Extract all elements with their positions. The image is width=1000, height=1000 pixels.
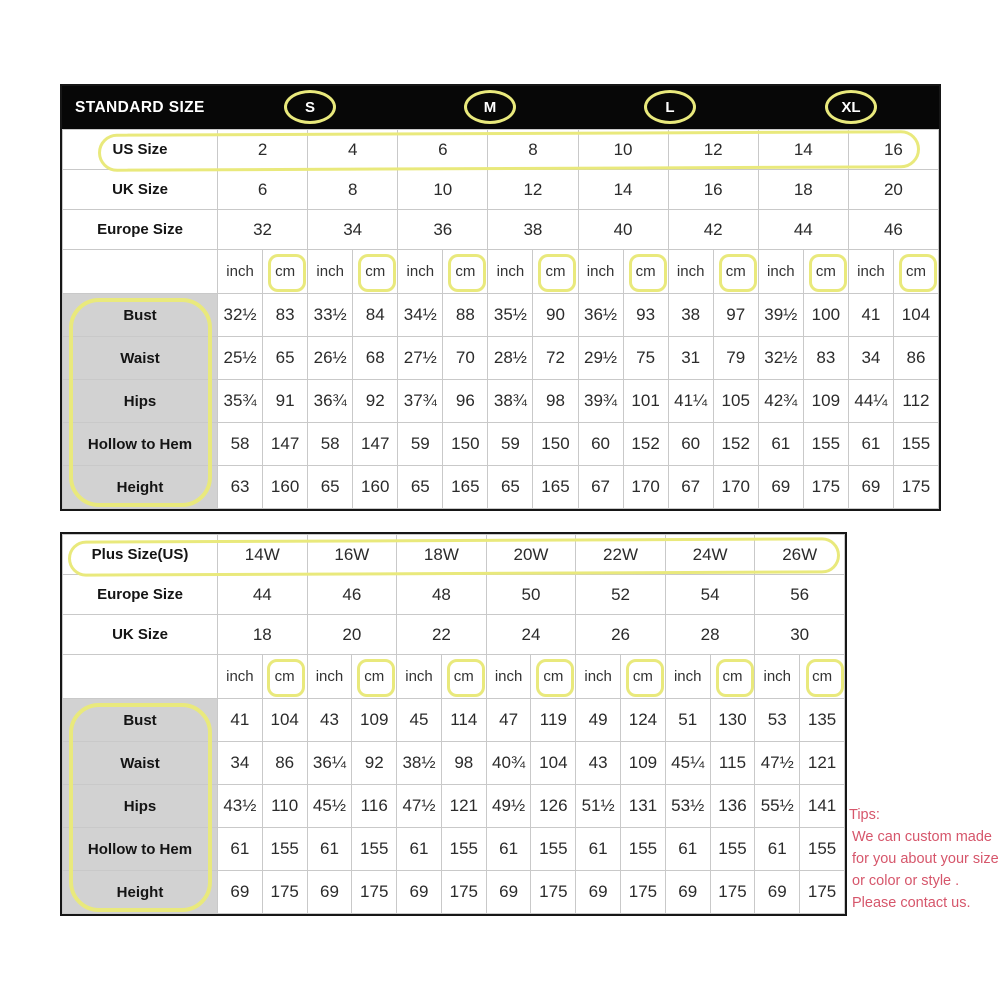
size-cell: 48 (397, 575, 487, 615)
measure-cell: 65 (263, 337, 308, 380)
cm-unit-cell: cm (800, 655, 845, 699)
inch-unit-cell: inch (755, 655, 800, 699)
measure-cell: 47 (486, 699, 531, 742)
size-row (63, 615, 845, 655)
measure-cell: 58 (308, 423, 353, 466)
measure-row (63, 337, 939, 380)
size-cell: 46 (848, 210, 938, 250)
measure-cell: 175 (441, 871, 486, 914)
measure-cell: 69 (758, 466, 803, 509)
measure-cell: 155 (621, 828, 666, 871)
measure-cell: 119 (531, 699, 576, 742)
row-label: Height (63, 466, 218, 509)
measure-cell: 28½ (488, 337, 533, 380)
custom-tips-note (849, 804, 999, 914)
size-cell: 2 (218, 130, 308, 170)
measure-cell: 98 (441, 742, 486, 785)
measure-cell: 65 (488, 466, 533, 509)
size-cell: 32 (218, 210, 308, 250)
tips-line: for you about your size (852, 851, 999, 867)
measure-cell: 175 (262, 871, 307, 914)
measure-cell: 109 (352, 699, 397, 742)
measure-cell: 91 (263, 380, 308, 423)
measure-cell: 41 (848, 294, 893, 337)
measure-cell: 61 (665, 828, 710, 871)
cm-unit-cell: cm (443, 250, 488, 294)
size-cell: 50 (486, 575, 576, 615)
measure-cell: 92 (353, 380, 398, 423)
row-label: Bust (63, 699, 218, 742)
size-badge-xl: XL (825, 90, 877, 124)
measure-cell: 42¾ (758, 380, 803, 423)
measure-cell: 155 (352, 828, 397, 871)
measure-cell: 34 (848, 337, 893, 380)
plus-size-grid (62, 534, 845, 914)
size-cell: 10 (578, 130, 668, 170)
measure-cell: 79 (713, 337, 758, 380)
standard-size-header (62, 86, 939, 129)
size-cell: 16W (307, 535, 397, 575)
measure-cell: 90 (533, 294, 578, 337)
measure-cell: 58 (218, 423, 263, 466)
measure-cell: 67 (668, 466, 713, 509)
size-badge-s: S (284, 90, 336, 124)
measure-cell: 175 (803, 466, 848, 509)
measure-cell: 47½ (755, 742, 800, 785)
measure-cell: 165 (533, 466, 578, 509)
measure-cell: 101 (623, 380, 668, 423)
measure-cell: 155 (441, 828, 486, 871)
measure-cell: 175 (531, 871, 576, 914)
tips-line: or color or style . (852, 873, 960, 889)
size-cell: 18W (397, 535, 487, 575)
measure-cell: 45½ (307, 785, 352, 828)
size-cell: 40 (578, 210, 668, 250)
size-cell: 14 (758, 130, 848, 170)
measure-cell: 86 (262, 742, 307, 785)
row-label: Plus Size(US) (63, 535, 218, 575)
measure-cell: 67 (578, 466, 623, 509)
measure-cell: 105 (713, 380, 758, 423)
size-cell: 10 (398, 170, 488, 210)
measure-cell: 69 (486, 871, 531, 914)
measure-cell: 31 (668, 337, 713, 380)
measure-row (63, 828, 845, 871)
measure-cell: 130 (710, 699, 755, 742)
measure-cell: 116 (352, 785, 397, 828)
measure-cell: 147 (263, 423, 308, 466)
measure-row (63, 466, 939, 509)
measure-cell: 40¾ (486, 742, 531, 785)
measure-cell: 84 (353, 294, 398, 337)
measure-cell: 59 (488, 423, 533, 466)
size-cell: 38 (488, 210, 578, 250)
measure-cell: 150 (443, 423, 488, 466)
tips-line: We can custom made (852, 829, 992, 845)
size-badge-m: M (464, 90, 516, 124)
measure-cell: 126 (531, 785, 576, 828)
row-label-empty (63, 250, 218, 294)
size-row (63, 130, 939, 170)
measure-cell: 109 (803, 380, 848, 423)
measure-cell: 61 (218, 828, 263, 871)
measure-cell: 175 (893, 466, 938, 509)
size-cell: 24 (486, 615, 576, 655)
measure-cell: 92 (352, 742, 397, 785)
measure-cell: 38½ (397, 742, 442, 785)
measure-cell: 70 (443, 337, 488, 380)
measure-cell: 38 (668, 294, 713, 337)
measure-cell: 38¾ (488, 380, 533, 423)
measure-cell: 72 (533, 337, 578, 380)
measure-cell: 61 (758, 423, 803, 466)
inch-unit-cell: inch (668, 250, 713, 294)
tips-line: Please contact us. (852, 895, 971, 911)
measure-row (63, 294, 939, 337)
size-cell: 56 (755, 575, 845, 615)
size-cell: 24W (665, 535, 755, 575)
measure-cell: 175 (352, 871, 397, 914)
measure-cell: 34 (218, 742, 263, 785)
measure-cell: 25½ (218, 337, 263, 380)
measure-cell: 152 (623, 423, 668, 466)
measure-cell: 61 (307, 828, 352, 871)
measure-cell: 175 (710, 871, 755, 914)
measure-cell: 100 (803, 294, 848, 337)
cm-unit-cell: cm (803, 250, 848, 294)
measure-cell: 152 (713, 423, 758, 466)
size-cell: 16 (668, 170, 758, 210)
measure-cell: 155 (531, 828, 576, 871)
measure-cell: 155 (893, 423, 938, 466)
measure-cell: 47½ (397, 785, 442, 828)
measure-cell: 96 (443, 380, 488, 423)
measure-cell: 65 (398, 466, 443, 509)
measure-cell: 110 (262, 785, 307, 828)
measure-cell: 45 (397, 699, 442, 742)
inch-unit-cell: inch (576, 655, 621, 699)
measure-cell: 69 (576, 871, 621, 914)
inch-unit-cell: inch (308, 250, 353, 294)
measure-cell: 32½ (218, 294, 263, 337)
measure-cell: 36½ (578, 294, 623, 337)
measure-cell: 36¼ (307, 742, 352, 785)
measure-cell: 175 (621, 871, 666, 914)
measure-cell: 61 (397, 828, 442, 871)
cm-unit-cell: cm (623, 250, 668, 294)
measure-cell: 39¾ (578, 380, 623, 423)
measure-cell: 27½ (398, 337, 443, 380)
measure-cell: 32½ (758, 337, 803, 380)
row-label: Waist (63, 337, 218, 380)
cm-unit-cell: cm (621, 655, 666, 699)
size-cell: 44 (218, 575, 308, 615)
size-cell: 28 (665, 615, 755, 655)
cm-unit-cell: cm (352, 655, 397, 699)
row-label: Hips (63, 380, 218, 423)
standard-size-table (60, 84, 941, 511)
measure-cell: 150 (533, 423, 578, 466)
size-cell: 44 (758, 210, 848, 250)
cm-unit-cell: cm (441, 655, 486, 699)
measure-cell: 83 (803, 337, 848, 380)
measure-cell: 69 (397, 871, 442, 914)
measure-cell: 51 (665, 699, 710, 742)
measure-cell: 61 (755, 828, 800, 871)
size-cell: 54 (665, 575, 755, 615)
measure-cell: 69 (218, 871, 263, 914)
standard-size-title: STANDARD SIZE (75, 98, 205, 116)
measure-cell: 115 (710, 742, 755, 785)
size-badge-l: L (644, 90, 696, 124)
measure-cell: 121 (800, 742, 845, 785)
measure-cell: 44¼ (848, 380, 893, 423)
measure-cell: 41 (218, 699, 263, 742)
size-cell: 20W (486, 535, 576, 575)
measure-cell: 45¼ (665, 742, 710, 785)
measure-cell: 104 (893, 294, 938, 337)
size-row (63, 575, 845, 615)
measure-cell: 155 (800, 828, 845, 871)
size-cell: 26 (576, 615, 666, 655)
measure-cell: 41¼ (668, 380, 713, 423)
size-cell: 12 (668, 130, 758, 170)
size-cell: 34 (308, 210, 398, 250)
measure-cell: 39½ (758, 294, 803, 337)
inch-unit-cell: inch (218, 250, 263, 294)
measure-cell: 69 (307, 871, 352, 914)
unit-row (63, 250, 939, 294)
measure-row (63, 742, 845, 785)
measure-cell: 34½ (398, 294, 443, 337)
size-cell: 6 (398, 130, 488, 170)
plus-size-table (60, 532, 847, 916)
size-cell: 46 (307, 575, 397, 615)
measure-cell: 26½ (308, 337, 353, 380)
row-label: US Size (63, 130, 218, 170)
inch-unit-cell: inch (848, 250, 893, 294)
measure-cell: 175 (800, 871, 845, 914)
measure-cell: 36¾ (308, 380, 353, 423)
measure-cell: 104 (262, 699, 307, 742)
measure-cell: 49½ (486, 785, 531, 828)
measure-cell: 55½ (755, 785, 800, 828)
cm-unit-cell: cm (262, 655, 307, 699)
measure-cell: 160 (263, 466, 308, 509)
measure-cell: 160 (353, 466, 398, 509)
cm-unit-cell: cm (713, 250, 758, 294)
size-cell: 6 (218, 170, 308, 210)
measure-row (63, 785, 845, 828)
measure-cell: 155 (262, 828, 307, 871)
size-cell: 20 (307, 615, 397, 655)
size-cell: 8 (488, 130, 578, 170)
size-cell: 14W (218, 535, 308, 575)
size-cell: 14 (578, 170, 668, 210)
inch-unit-cell: inch (218, 655, 263, 699)
measure-cell: 93 (623, 294, 668, 337)
measure-cell: 43 (307, 699, 352, 742)
row-label: Hollow to Hem (63, 423, 218, 466)
inch-unit-cell: inch (488, 250, 533, 294)
size-cell: 36 (398, 210, 488, 250)
size-cell: 42 (668, 210, 758, 250)
measure-cell: 86 (893, 337, 938, 380)
row-label: Hollow to Hem (63, 828, 218, 871)
measure-cell: 170 (713, 466, 758, 509)
measure-cell: 53½ (665, 785, 710, 828)
size-row (63, 535, 845, 575)
row-label-empty (63, 655, 218, 699)
row-label: Waist (63, 742, 218, 785)
measure-cell: 60 (668, 423, 713, 466)
measure-cell: 147 (353, 423, 398, 466)
measure-cell: 35½ (488, 294, 533, 337)
measure-cell: 112 (893, 380, 938, 423)
size-cell: 4 (308, 130, 398, 170)
measure-cell: 61 (848, 423, 893, 466)
measure-cell: 63 (218, 466, 263, 509)
cm-unit-cell: cm (263, 250, 308, 294)
measure-cell: 135 (800, 699, 845, 742)
measure-cell: 51½ (576, 785, 621, 828)
inch-unit-cell: inch (665, 655, 710, 699)
measure-cell: 155 (710, 828, 755, 871)
size-cell: 18 (758, 170, 848, 210)
size-cell: 22 (397, 615, 487, 655)
size-row (63, 170, 939, 210)
measure-cell: 53 (755, 699, 800, 742)
size-cell: 8 (308, 170, 398, 210)
measure-cell: 83 (263, 294, 308, 337)
measure-cell: 43 (576, 742, 621, 785)
inch-unit-cell: inch (307, 655, 352, 699)
measure-cell: 170 (623, 466, 668, 509)
measure-cell: 109 (621, 742, 666, 785)
measure-cell: 75 (623, 337, 668, 380)
row-label: Bust (63, 294, 218, 337)
measure-cell: 136 (710, 785, 755, 828)
inch-unit-cell: inch (398, 250, 443, 294)
measure-cell: 29½ (578, 337, 623, 380)
measure-cell: 37¾ (398, 380, 443, 423)
size-cell: 26W (755, 535, 845, 575)
tips-title: Tips: (849, 807, 880, 823)
row-label: UK Size (63, 615, 218, 655)
measure-cell: 97 (713, 294, 758, 337)
measure-cell: 61 (576, 828, 621, 871)
measure-cell: 155 (803, 423, 848, 466)
standard-size-grid (62, 129, 939, 509)
cm-unit-cell: cm (710, 655, 755, 699)
size-cell: 18 (218, 615, 308, 655)
size-cell: 30 (755, 615, 845, 655)
measure-row (63, 699, 845, 742)
row-label: Europe Size (63, 575, 218, 615)
inch-unit-cell: inch (486, 655, 531, 699)
size-cell: 52 (576, 575, 666, 615)
row-label: Height (63, 871, 218, 914)
measure-cell: 141 (800, 785, 845, 828)
measure-cell: 69 (848, 466, 893, 509)
measure-cell: 104 (531, 742, 576, 785)
cm-unit-cell: cm (531, 655, 576, 699)
measure-cell: 33½ (308, 294, 353, 337)
measure-cell: 131 (621, 785, 666, 828)
cm-unit-cell: cm (353, 250, 398, 294)
measure-row (63, 871, 845, 914)
measure-cell: 121 (441, 785, 486, 828)
size-cell: 16 (848, 130, 938, 170)
inch-unit-cell: inch (758, 250, 803, 294)
measure-cell: 35¾ (218, 380, 263, 423)
measure-cell: 88 (443, 294, 488, 337)
row-label: UK Size (63, 170, 218, 210)
inch-unit-cell: inch (397, 655, 442, 699)
cm-unit-cell: cm (533, 250, 578, 294)
measure-cell: 49 (576, 699, 621, 742)
inch-unit-cell: inch (578, 250, 623, 294)
measure-cell: 43½ (218, 785, 263, 828)
measure-cell: 165 (443, 466, 488, 509)
measure-cell: 69 (755, 871, 800, 914)
unit-row (63, 655, 845, 699)
row-label: Europe Size (63, 210, 218, 250)
measure-cell: 114 (441, 699, 486, 742)
measure-cell: 65 (308, 466, 353, 509)
cm-unit-cell: cm (893, 250, 938, 294)
measure-cell: 59 (398, 423, 443, 466)
measure-cell: 98 (533, 380, 578, 423)
size-cell: 20 (848, 170, 938, 210)
measure-row (63, 380, 939, 423)
measure-cell: 69 (665, 871, 710, 914)
size-cell: 22W (576, 535, 666, 575)
size-cell: 12 (488, 170, 578, 210)
measure-cell: 68 (353, 337, 398, 380)
size-row (63, 210, 939, 250)
row-label: Hips (63, 785, 218, 828)
measure-cell: 124 (621, 699, 666, 742)
measure-row (63, 423, 939, 466)
measure-cell: 61 (486, 828, 531, 871)
measure-cell: 60 (578, 423, 623, 466)
